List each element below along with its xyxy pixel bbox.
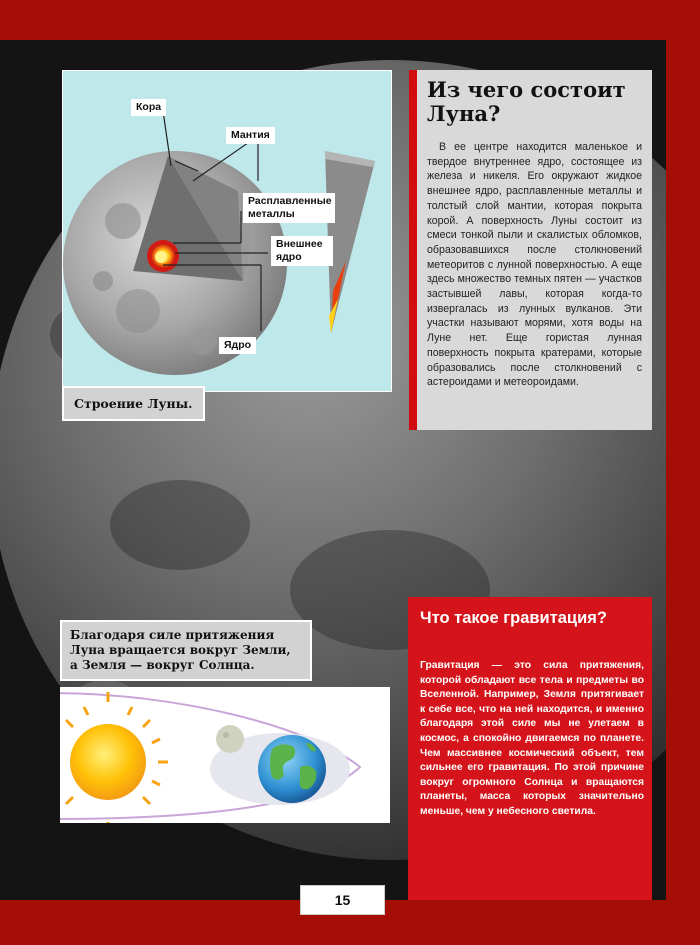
label-crust: Кора <box>131 99 166 116</box>
sun-icon <box>60 692 168 823</box>
moon-icon <box>216 725 244 753</box>
label-mantle: Мантия <box>226 127 275 144</box>
label-outer-core: Внешнее ядро <box>271 236 333 266</box>
diagram-caption: Строение Луны. <box>62 386 205 421</box>
gravity-title: Что такое гравитация? <box>420 609 607 627</box>
earth-icon <box>258 735 326 803</box>
section-body: В ее центре находится маленькое и твердое внутреннее ядро, состоящее из железа и никеля. Его окружают жидкое внешнее ядро, расплавленные металлы и толстый слой мантии, которая покрыта корой. А поверхность Луны состоит из смеси тонкой пыли и скалистых обломков, образовавшихся после столкновений метеоритов с лунной поверхностью. А еще здесь множество темных пятен — участков застывшей лавы, которая когда-то извергалась из лунных вулканов. Эти участки называют морями, хотя воды на Луне нет. Еще гористая лунная поверхность покрыта кратерами, которые образовались после столкновений с астероидами и метеороидами. <box>427 141 642 389</box>
gravity-box <box>408 597 652 900</box>
page-number: 15 <box>300 885 385 915</box>
sun-earth-moon-diagram <box>60 687 390 823</box>
moon-structure-diagram <box>62 70 392 392</box>
label-core: Ядро <box>219 337 256 354</box>
moon-composition-box <box>409 70 652 430</box>
gravity-body: Гравитация — это сила притяжения, которой обладают все тела и предметы во Вселенной. Например, Земля притягивает к себе все, что на ней находится, и именно благодаря этой силе мы не улетаем в космос, а спокойно двигаемся по планете. Чем массивнее космический объект, тем сильнее его гравитация. По этой причине вокруг огромного Солнца и вращаются планеты, масса которых значительно меньше, чем у небесного светила. <box>420 660 644 817</box>
label-molten-metals: Расплавленные металлы <box>243 193 335 223</box>
section-title: Из чего состоит Луна? <box>427 77 626 126</box>
orbit-illustration <box>60 687 390 823</box>
accent-bar <box>409 70 417 430</box>
orbit-caption: Благодаря силе притяжения Луна вращается вокруг Земли, а Земля — вокруг Солнца. <box>60 620 312 681</box>
